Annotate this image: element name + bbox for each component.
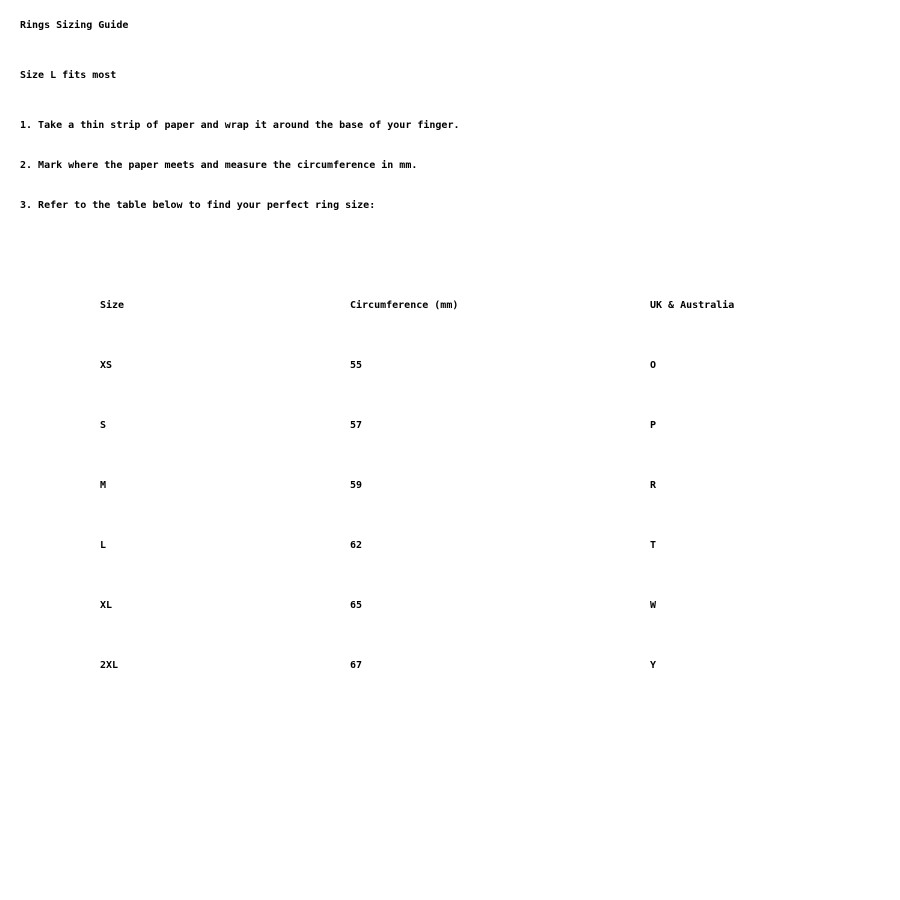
header-uk-australia: UK & Australia [650, 300, 735, 311]
header-size: Size [100, 300, 125, 311]
uk-australia-cell: W [650, 600, 657, 611]
page-title: Rings Sizing Guide [20, 20, 129, 31]
circumference-cell: 55 [350, 360, 363, 371]
header-circumference: Circumference (mm) [350, 300, 459, 311]
ring-size-table [100, 300, 800, 720]
circumference-cell: 65 [350, 600, 363, 611]
uk-australia-cell: T [650, 540, 657, 551]
uk-australia-cell: P [650, 420, 657, 431]
size-cell: M [100, 480, 107, 491]
uk-australia-cell: R [650, 480, 657, 491]
table-row [100, 600, 800, 660]
size-cell: XS [100, 360, 113, 371]
table-row [100, 360, 800, 420]
circumference-cell: 57 [350, 420, 363, 431]
instruction-step-2: 2. Mark where the paper meets and measure the circumference in mm. [20, 160, 418, 171]
table-row [100, 480, 800, 540]
uk-australia-cell: O [650, 360, 657, 371]
table-row [100, 420, 800, 480]
instruction-step-1: 1. Take a thin strip of paper and wrap it around the base of your finger. [20, 120, 460, 131]
size-cell: 2XL [100, 660, 119, 671]
circumference-cell: 62 [350, 540, 363, 551]
table-row [100, 660, 800, 720]
size-cell: L [100, 540, 107, 551]
instruction-step-3: 3. Refer to the table below to find your perfect ring size: [20, 200, 376, 211]
table-header-row [100, 300, 800, 360]
circumference-cell: 67 [350, 660, 363, 671]
circumference-cell: 59 [350, 480, 363, 491]
size-cell: S [100, 420, 107, 431]
fit-note: Size L fits most [20, 70, 117, 81]
uk-australia-cell: Y [650, 660, 657, 671]
table-row [100, 540, 800, 600]
size-cell: XL [100, 600, 113, 611]
